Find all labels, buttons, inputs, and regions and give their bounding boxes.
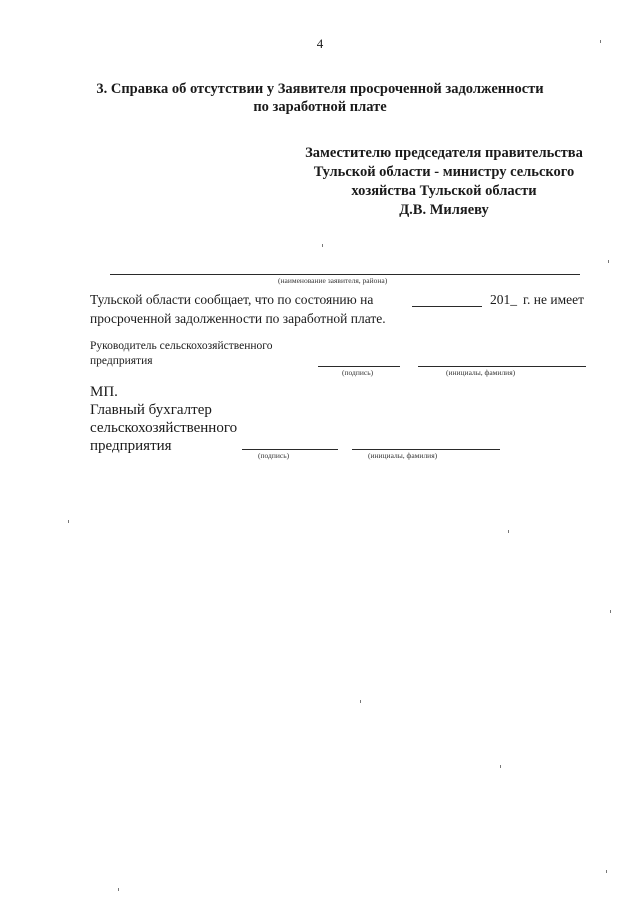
head-signature-caption: (подпись) [342,368,374,377]
statement-line-1-end: г. не имеет [523,292,585,307]
head-label-line-2: предприятия [90,355,153,367]
scan-speck [610,610,611,613]
accountant-name-caption: (инициалы, фамилия) [368,451,438,460]
statement-line-1-start: Тульской области сообщает, что по состоянию на [90,292,374,307]
scan-speck [500,765,501,768]
head-label-line-1: Руководитель сельскохозяйственного [90,340,273,352]
accountant-name-line [352,449,500,450]
statement-year: 201_ [490,292,517,307]
applicant-name-line [110,274,580,275]
scan-speck [600,40,601,43]
scan-speck [606,870,607,873]
title-line-2: по заработной плате [253,99,387,115]
scan-speck [360,700,361,703]
accountant-signature-line [242,449,338,450]
scan-speck [68,520,69,523]
title-line-1: 3. Справка об отсутствии у Заявителя просроченной задолженности [96,81,544,97]
statement-line-2: просроченной задолженности по заработной плате. [90,311,386,326]
scan-speck [608,260,609,263]
date-blank-line [412,306,482,307]
accountant-label-line-3: предприятия [90,438,172,454]
scan-speck [508,530,509,533]
accountant-label-line-1: Главный бухгалтер [90,402,212,418]
stamp-label: МП. [90,384,118,400]
scan-speck [118,888,119,891]
addressee-line-3: хозяйства Тульской области [351,183,537,199]
addressee-block [280,144,608,220]
addressee-line-1: Заместителю председателя правительства [305,145,583,161]
applicant-caption: (наименование заявителя, района) [278,276,388,285]
head-signature-line [318,366,400,367]
addressee-line-2: Тульской области - министру сельского [313,164,575,180]
scan-speck [322,244,323,247]
page-number: 4 [316,36,324,51]
addressee-line-4: Д.В. Миляеву [399,202,489,218]
head-name-caption: (инициалы, фамилия) [446,368,516,377]
accountant-label-line-2: сельскохозяйственного [90,420,238,436]
document-title [40,80,600,116]
head-name-line [418,366,586,367]
accountant-signature-caption: (подпись) [258,451,290,460]
